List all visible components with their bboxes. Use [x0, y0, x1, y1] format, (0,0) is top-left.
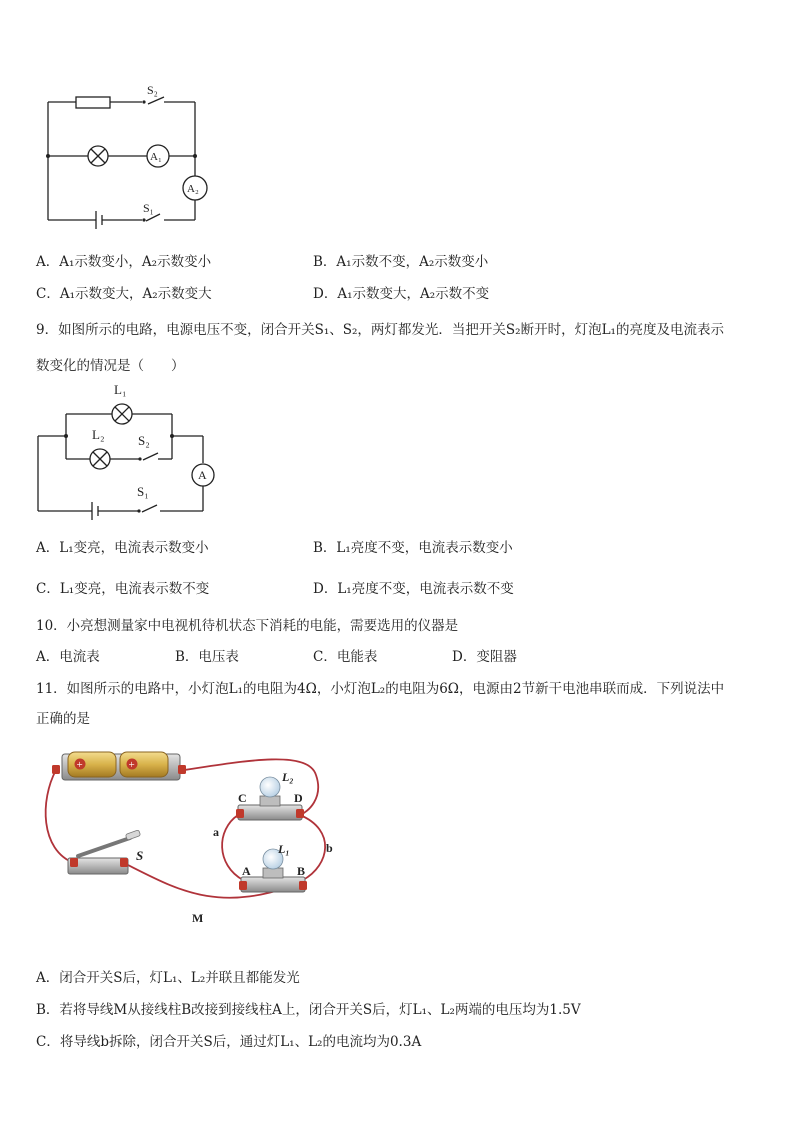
q11-option-c[interactable]: C．将导线b拆除，闭合开关S后，通过灯L₁、L₂的电流均为0.3A	[36, 1034, 422, 1050]
wire-b-label: b	[326, 841, 333, 855]
terminal-d-label: D	[294, 791, 303, 805]
q9-option-c[interactable]: C．L₁变亮，电流表示数不变	[36, 581, 210, 597]
q9-question-line1: 9．如图所示的电路，电源电压不变，闭合开关S₁、S₂，两灯都发光．当把开关S₂断开时，灯泡L₁的亮度及电流表示	[36, 322, 724, 338]
q8-a1-label: A₁	[150, 151, 162, 163]
terminal-b-label: B	[297, 864, 306, 878]
l1-label: L₁	[278, 842, 290, 856]
switch-label: S	[136, 848, 144, 863]
q10-option-c[interactable]: C．电能表	[313, 649, 378, 665]
l2-label: L₂	[282, 770, 294, 784]
q9-option-d[interactable]: D．L₁亮度不变，电流表示数不变	[313, 581, 514, 597]
q9-question-line2: 数变化的情况是（ ）	[36, 358, 185, 374]
terminal-a-label: A	[242, 864, 251, 878]
q8-option-c[interactable]: C．A₁示数变大，A₂示数变大	[36, 286, 212, 302]
q11-question-line2: 正确的是	[36, 711, 90, 727]
q9-option-b[interactable]: B．L₁亮度不变，电流表示数变小	[313, 540, 513, 556]
l2-base	[238, 805, 302, 820]
wire-battery-to-switch	[46, 770, 74, 863]
battery-plus-1: +	[76, 759, 83, 771]
q8-a2-label: A₂	[187, 183, 199, 195]
q8-option-d[interactable]: D．A₁示数变大，A₂示数不变	[313, 286, 490, 302]
q9-option-a[interactable]: A．L₁变亮，电流表示数变小	[36, 540, 209, 556]
q9-circuit-diagram	[30, 378, 230, 523]
q9-s1-label: S₁	[137, 484, 149, 499]
q10-option-a[interactable]: A．电流表	[36, 649, 100, 665]
q9-l1-label: L₁	[114, 382, 127, 397]
q8-s1-label: S₁	[143, 201, 154, 215]
battery-plus-2: +	[128, 759, 135, 771]
q9-l2-label: L₂	[92, 427, 105, 442]
q10-option-b[interactable]: B．电压表	[175, 649, 239, 665]
l1-base	[241, 877, 305, 892]
wire-m-label: M	[192, 911, 204, 925]
q11-option-b[interactable]: B．若将导线M从接线柱B改接到接线柱A上，闭合开关S后，灯L₁、L₂两端的电压均为1.5V	[36, 1002, 581, 1018]
q8-circuit-diagram	[30, 80, 230, 230]
q10-option-d[interactable]: D．变阻器	[452, 649, 517, 665]
resistor	[76, 97, 110, 108]
q9-a-label: A	[198, 468, 207, 482]
q8-option-b[interactable]: B．A₁示数不变，A₂示数变小	[313, 254, 489, 270]
q8-option-a[interactable]: A．A₁示数变小，A₂示数变小	[36, 254, 212, 270]
wire-a-label: a	[213, 825, 219, 839]
q11-circuit-photo	[38, 740, 348, 930]
q10-question: 10．小亮想测量家中电视机待机状态下消耗的电能，需要选用的仪器是	[36, 618, 459, 634]
q9-s2-label: S₂	[138, 433, 150, 448]
q11-option-a[interactable]: A．闭合开关S后，灯L₁、L₂并联且都能发光	[36, 970, 300, 986]
l2-bulb	[260, 777, 280, 797]
wire-a	[222, 815, 243, 880]
q8-s2-label: S₂	[147, 83, 158, 97]
terminal-c-label: C	[238, 791, 247, 805]
q11-question-line1: 11．如图所示的电路中，小灯泡L₁的电阻为4Ω，小灯泡L₂的电阻为6Ω，电源由2节新干电池串联而成．下列说法中	[36, 681, 725, 697]
switch-blade	[78, 838, 130, 856]
